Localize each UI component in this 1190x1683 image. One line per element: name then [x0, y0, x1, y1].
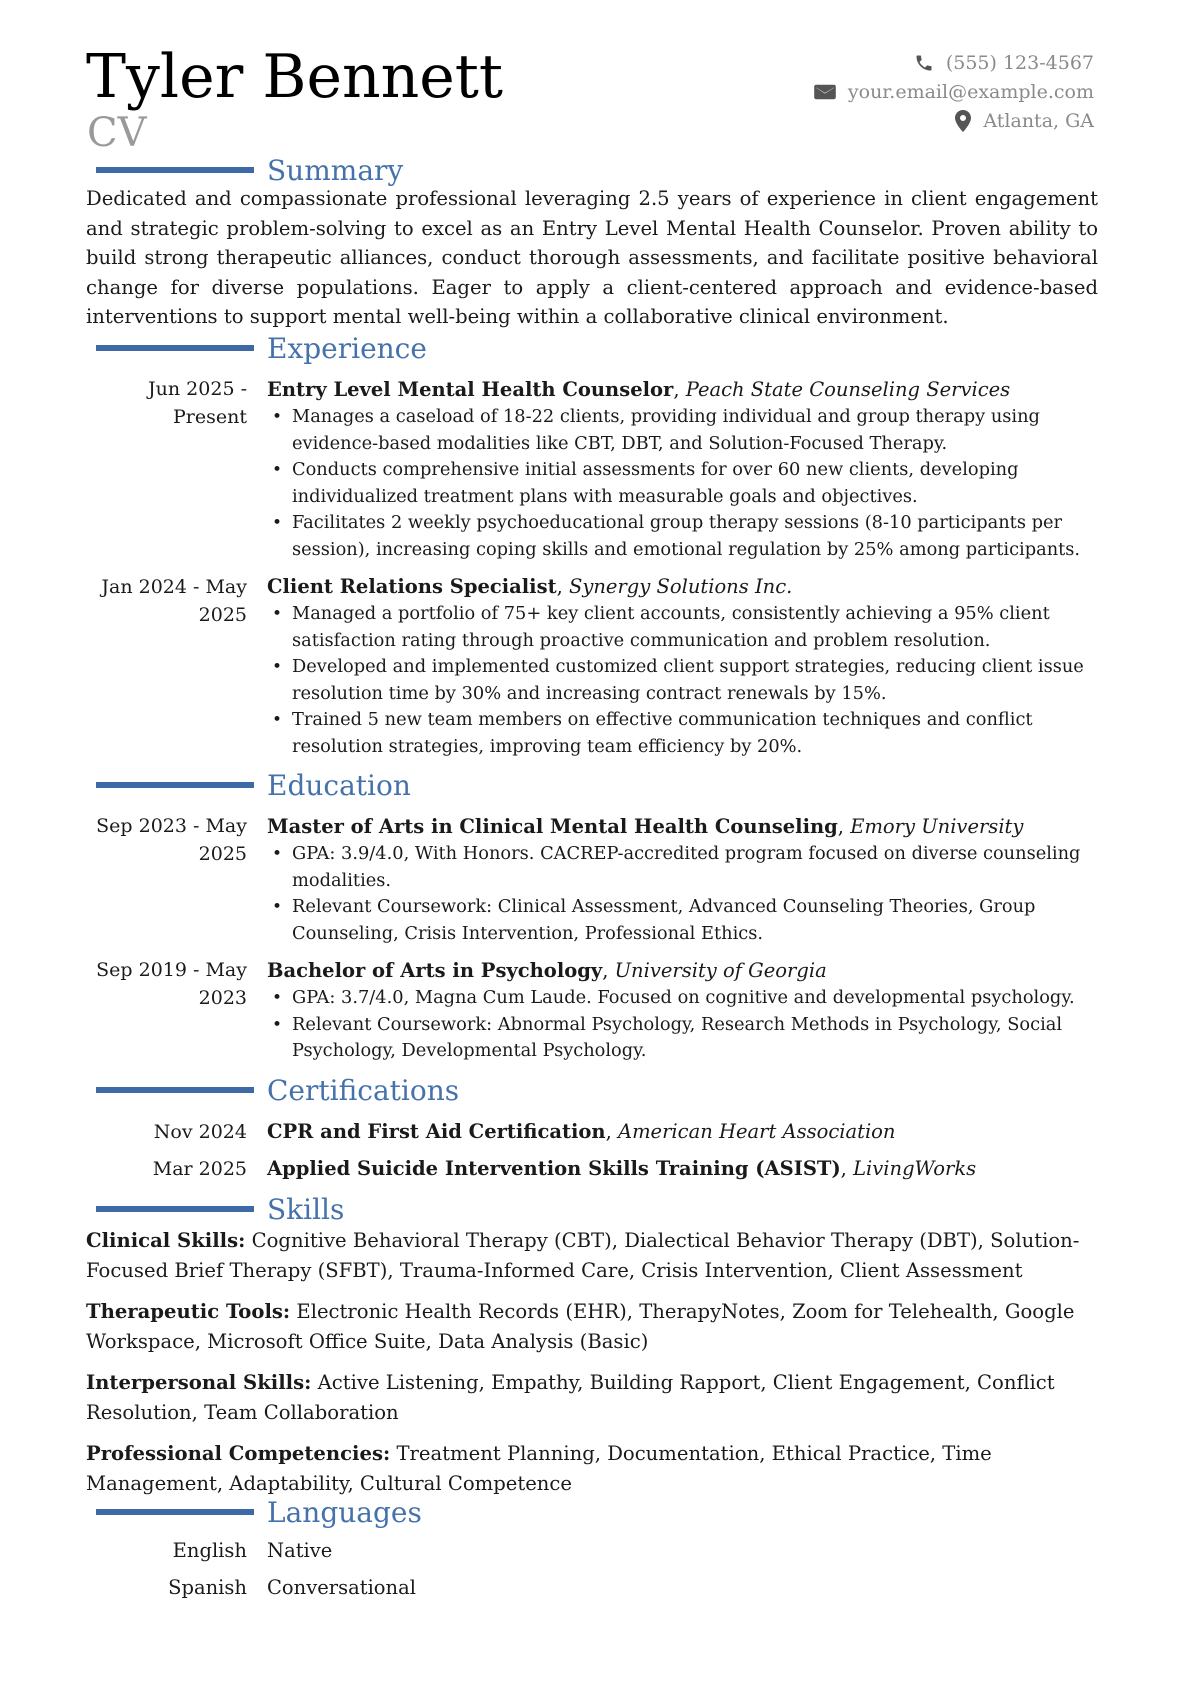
skill-label: Professional Competencies: [86, 1442, 391, 1465]
list-item: • Conducts comprehensive initial assessments for over 60 new clients, developing individualized treatment plans with measurable goals and objectives. [270, 457, 1098, 510]
section-bar [96, 345, 254, 351]
entry-bullets [270, 985, 1098, 1065]
entry-org: Emory University [850, 815, 1024, 838]
entry-heading: Entry Level Mental Health Counselor, Peach State Counseling Services [267, 378, 1011, 401]
entry-role: Entry Level Mental Health Counselor [267, 378, 674, 401]
entry-heading: Master of Arts in Clinical Mental Health Counseling, Emory University [267, 815, 1024, 838]
section-title-languages: Languages [267, 1496, 422, 1529]
list-item: • Facilitates 2 weekly psychoeducational group therapy sessions (8-10 participants per session), increasing coping skills and emotional regulation by 25% among participants. [270, 510, 1098, 563]
cert-org: LivingWorks [853, 1157, 977, 1180]
section-title-certifications: Certifications [267, 1074, 460, 1107]
skill-group [86, 1368, 1112, 1427]
phone-icon [914, 53, 934, 73]
cert-heading: CPR and First Aid Certification, American Heart Association [267, 1120, 896, 1143]
document-subtitle: CV [87, 110, 147, 156]
cert-date: Nov 2024 [153, 1121, 247, 1143]
list-item: • GPA: 3.7/4.0, Magna Cum Laude. Focused on cognitive and developmental psychology. [270, 985, 1098, 1012]
entry-date: Jun 2025 - Present [148, 378, 247, 428]
phone-text: (555) 123-4567 [945, 52, 1094, 74]
cert-name: CPR and First Aid Certification [267, 1120, 606, 1143]
entry-org: Peach State Counseling Services [685, 378, 1011, 401]
entry-org: Synergy Solutions Inc. [568, 575, 793, 598]
location-text: Atlanta, GA [983, 110, 1094, 132]
cert-date: Mar 2025 [152, 1158, 247, 1180]
skill-group [86, 1297, 1112, 1356]
entry-role: Master of Arts in Clinical Mental Health Counseling [267, 815, 838, 838]
skill-text: Treatment Planning, Documentation, Ethical Practice, Time Management, Adaptability, Cultural Competence [86, 1442, 992, 1495]
language-level: Conversational [267, 1576, 416, 1599]
skill-text: Electronic Health Records (EHR), TherapyNotes, Zoom for Telehealth, Google Workspace, Microsoft Office Suite, Data Analysis (Basic) [86, 1300, 1075, 1353]
entry-bullets [270, 601, 1098, 760]
skill-text: Cognitive Behavioral Therapy (CBT), Dialectical Behavior Therapy (DBT), Solution-Focused Brief Therapy (SFBT), Trauma-Informed Care, Crisis Intervention, Client Assessment [86, 1229, 1080, 1282]
skill-label: Interpersonal Skills: [86, 1371, 312, 1394]
section-title-experience: Experience [267, 332, 427, 365]
entry-heading: Client Relations Specialist, Synergy Solutions Inc. [267, 575, 793, 598]
cert-org: American Heart Association [617, 1120, 896, 1143]
list-item: • GPA: 3.9/4.0, With Honors. CACREP-accredited program focused on diverse counseling modalities. [270, 841, 1098, 894]
list-item: • Manages a caseload of 18-22 clients, providing individual and group therapy using evidence-based modalities like CBT, DBT, and Solution-Focused Therapy. [270, 404, 1098, 457]
entry-heading: Bachelor of Arts in Psychology, University of Georgia [267, 959, 827, 982]
entry-org: University of Georgia [614, 959, 827, 982]
list-item: • Relevant Coursework: Clinical Assessment, Advanced Counseling Theories, Group Counseling, Crisis Intervention, Professional Ethics. [270, 894, 1098, 947]
section-title-skills: Skills [267, 1193, 345, 1226]
envelope-icon [814, 83, 836, 101]
contact-email [814, 80, 1094, 104]
entry-date: Jan 2024 - May 2025 [101, 576, 247, 626]
section-bar [96, 782, 254, 788]
entry-bullets [270, 841, 1098, 947]
list-item: • Relevant Coursework: Abnormal Psychology, Research Methods in Psychology, Social Psychology, Developmental Psychology. [270, 1012, 1098, 1065]
language-name: English [172, 1539, 247, 1562]
skill-label: Therapeutic Tools: [86, 1300, 291, 1323]
cert-heading: Applied Suicide Intervention Skills Training (ASIST), LivingWorks [267, 1157, 977, 1180]
section-bar [96, 167, 254, 173]
skill-group [86, 1439, 1112, 1498]
entry-date: Sep 2023 - May 2025 [96, 815, 247, 865]
entry-role: Client Relations Specialist [267, 575, 557, 598]
section-title-summary: Summary [267, 154, 404, 187]
section-title-education: Education [267, 769, 411, 802]
section-bar [96, 1087, 254, 1093]
section-bar [96, 1206, 254, 1212]
contact-phone [914, 51, 1094, 75]
entry-role: Bachelor of Arts in Psychology [267, 959, 603, 982]
email-text: your.email@example.com [847, 81, 1094, 103]
list-item: • Managed a portfolio of 75+ key client accounts, consistently achieving a 95% client satisfaction rating through proactive communication and problem resolution. [270, 601, 1098, 654]
candidate-name: Tyler Bennett [86, 42, 503, 112]
contact-location [955, 109, 1094, 133]
list-item: • Trained 5 new team members on effective communication techniques and conflict resolution strategies, improving team efficiency by 20%. [270, 707, 1098, 760]
skill-group [86, 1226, 1112, 1285]
entry-bullets [270, 404, 1098, 563]
language-name: Spanish [168, 1576, 247, 1599]
map-pin-icon [955, 110, 971, 132]
summary-text: Dedicated and compassionate professional leveraging 2.5 years of experience in client engagement and strategic problem-solving to excel as an Entry Level Mental Health Counselor. Proven ability to build strong therapeutic alliances, conduct thorough assessments, and facilitate positive behavioral change for diverse populations. Eager to apply a client-centered approach and evidence-based interventions to support mental well-being within a collaborative clinical environment. [86, 187, 1098, 328]
language-level: Native [267, 1539, 333, 1562]
list-item: • Developed and implemented customized client support strategies, reducing client issue resolution time by 30% and increasing contract renewals by 15%. [270, 654, 1098, 707]
skill-label: Clinical Skills: [86, 1229, 246, 1252]
section-bar [96, 1509, 254, 1515]
skill-text: Active Listening, Empathy, Building Rapport, Client Engagement, Conflict Resolution, Team Collaboration [86, 1371, 1055, 1424]
cert-name: Applied Suicide Intervention Skills Training (ASIST) [267, 1157, 841, 1180]
entry-date: Sep 2019 - May 2023 [96, 959, 247, 1009]
